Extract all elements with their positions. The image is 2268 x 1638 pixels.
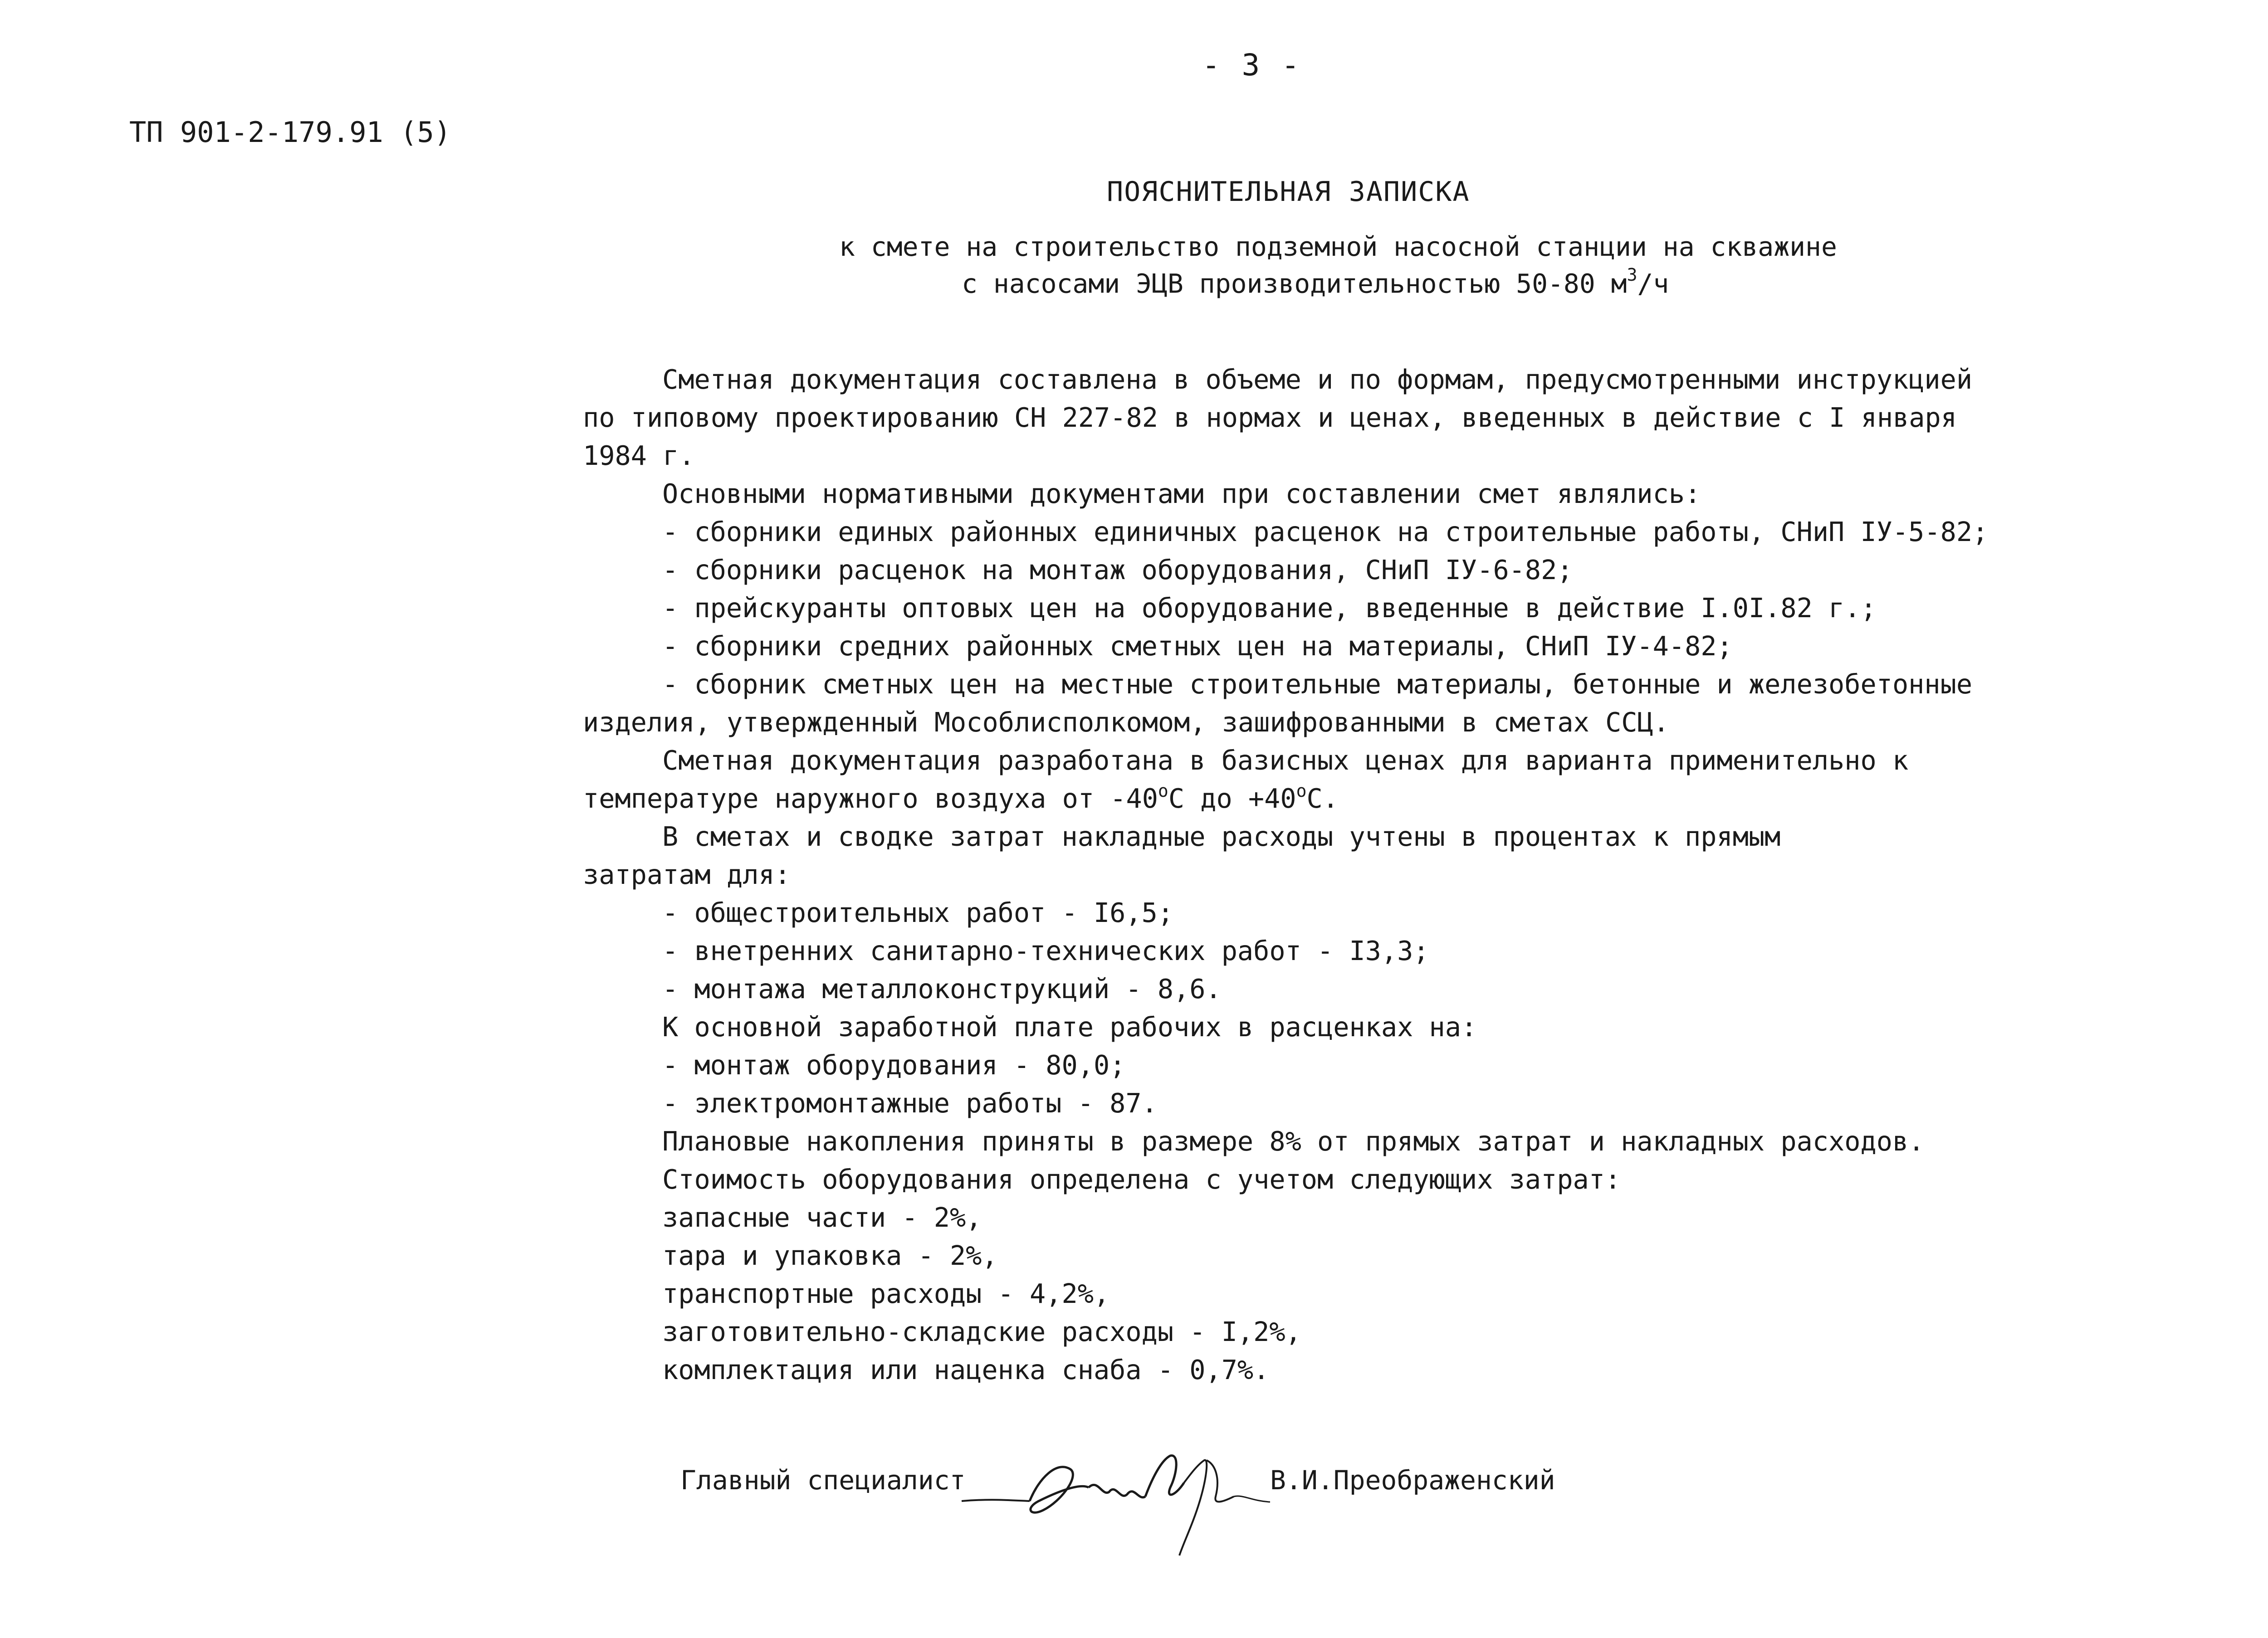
list-item-continuation: изделия, утвержденный Мособлисполкомом, зашифрованными в сметах ССЦ. (583, 707, 1669, 738)
subtitle-line2-unit: /ч (1637, 268, 1669, 299)
handwritten-signature (953, 1433, 1270, 1569)
paragraph-line: по типовому проектированию СН 227-82 в нормах и ценах, введенных в действие с I января (583, 402, 1957, 433)
list-item: - прейскуранты оптовых цен на оборудование, введенные в действие I.0I.82 г.; (662, 593, 1877, 624)
list-item: - внетренних санитарно-технических работ - I3,3; (662, 936, 1429, 966)
list-item: запасные части - 2%, (662, 1202, 982, 1233)
subtitle-superscript: 3 (1627, 265, 1637, 285)
temperature-text-b: С до +40 (1168, 783, 1296, 814)
degree-superscript: о (1296, 780, 1307, 801)
paragraph-line: Плановые накопления приняты в размере 8% от прямых затрат и накладных расходов. (662, 1126, 1925, 1157)
document-code: ТП 901-2-179.91 (5) (129, 116, 451, 149)
paragraph-line: В сметах и сводке затрат накладные расходы учтены в процентах к прямым (662, 821, 1781, 852)
paragraph-line: К основной заработной плате рабочих в расценках на: (662, 1012, 1477, 1043)
page-number: - 3 - (1202, 48, 1301, 83)
paragraph-line: затратам для: (583, 859, 791, 890)
paragraph-line: Стоимость оборудования определена с учетом следующих затрат: (662, 1164, 1621, 1195)
paragraph-line: 1984 г. (583, 440, 695, 471)
paragraph-line: Сметная документация разработана в базисных ценах для варианта применительно к (662, 745, 1909, 776)
list-item: - монтаж оборудования - 80,0; (662, 1050, 1126, 1081)
list-item: тара и упаковка - 2%, (662, 1240, 998, 1271)
list-item: - монтажа металлоконструкций - 8,6. (662, 974, 1222, 1004)
degree-superscript: о (1158, 780, 1168, 801)
list-item: - общестроительных работ - I6,5; (662, 897, 1174, 928)
signer-name: В.И.Преображенский (1270, 1465, 1555, 1496)
list-item: комплектация или наценка снаба - 0,7%. (662, 1355, 1270, 1385)
document-subtitle-line2 (962, 265, 1669, 299)
document-subtitle-line1: к смете на строительство подземной насосной станции на скважине (839, 231, 1837, 262)
list-item: - сборники расценок на монтаж оборудования, СНиП IУ-6-82; (662, 555, 1573, 585)
list-item: транспортные расходы - 4,2%, (662, 1278, 1110, 1309)
list-item: - сборник сметных цен на местные строительные материалы, бетонные и железобетонные (662, 669, 1973, 700)
document-body (583, 361, 2003, 1389)
list-item: заготовительно-складские расходы - I,2%, (662, 1316, 1301, 1347)
subtitle-line2-text: с насосами ЭЦВ производительностью 50-80 м (962, 268, 1627, 299)
list-item: - электромонтажные работы - 87. (662, 1088, 1158, 1119)
signature-block (680, 1451, 1633, 1569)
document-title: ПОЯСНИТЕЛЬНАЯ ЗАПИСКА (1107, 176, 1470, 208)
signer-role: Главный специалист (680, 1465, 966, 1496)
temperature-text-c: С. (1306, 783, 1339, 814)
list-item: - сборники средних районных сметных цен на материалы, СНиП IУ-4-82; (662, 631, 1733, 662)
temperature-text-a: температуре наружного воздуха от -40 (583, 783, 1158, 814)
paragraph-line: Основными нормативными документами при составлении смет являлись: (662, 478, 1701, 509)
paragraph-line (583, 780, 2003, 818)
list-item: - сборники единых районных единичных расценок на строительные работы, СНиП IУ-5-82; (662, 517, 1989, 547)
paragraph-line: Сметная документация составлена в объеме и по формам, предусмотренными инструкцией (662, 364, 1973, 395)
